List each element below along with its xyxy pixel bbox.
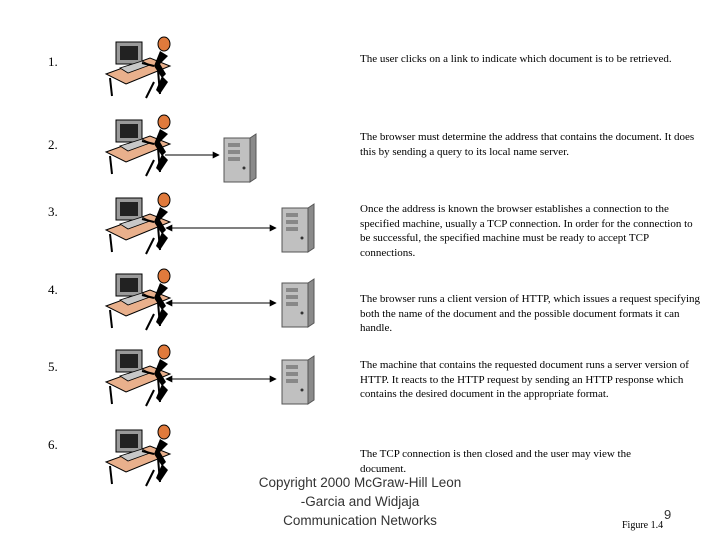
server-icon [282, 279, 314, 327]
figure-label: Figure 1.4 [622, 520, 664, 531]
page-number: 9 [664, 507, 672, 522]
step-description-2: The browser must determine the address that contains the document. It does this by sending a query to its local name server. [360, 131, 695, 158]
copyright-footer [240, 473, 480, 530]
step-description-5: The machine that contains the requested document runs a server version of HTTP. It reacts to the HTTP request by sending an HTTP response which contains the desired document in the appropriate format. [360, 359, 689, 400]
step-description-6: The TCP connection is then closed and the user may view the document. [360, 448, 631, 475]
footer-line-2: -Garcia and Widjaja [300, 494, 420, 509]
step-number-4: 4. [48, 282, 58, 297]
step-description-1: The user clicks on a link to indicate which document is to be retrieved. [360, 53, 672, 65]
step-description-3: Once the address is known the browser establishes a connection to the specified machine, usually a TCP connection. In order for the connection to be successful, the specified machine must be ready to accept TCP connections. [360, 203, 693, 259]
step-number-3: 3. [48, 204, 58, 219]
user-workstation-icon [106, 115, 170, 176]
server-icon [282, 356, 314, 404]
step-number-5: 5. [48, 359, 58, 374]
user-workstation-icon [106, 345, 170, 406]
user-workstation-icon [106, 37, 170, 98]
server-icon [282, 204, 314, 252]
user-workstation-icon [106, 269, 170, 330]
user-workstation-icon [106, 425, 170, 486]
user-workstation-icon [106, 193, 170, 254]
footer-line-3: Communication Networks [283, 513, 437, 528]
footer-line-1: Copyright 2000 McGraw-Hill Leon [258, 475, 462, 490]
name-server-icon [224, 134, 256, 182]
step-number-6: 6. [48, 437, 58, 452]
step-number-1: 1. [48, 54, 58, 69]
step-description-4: The browser runs a client version of HTTP, which issues a request specifying both the name of the document and the possible document formats it can handle. [360, 293, 701, 334]
step-number-2: 2. [48, 137, 58, 152]
